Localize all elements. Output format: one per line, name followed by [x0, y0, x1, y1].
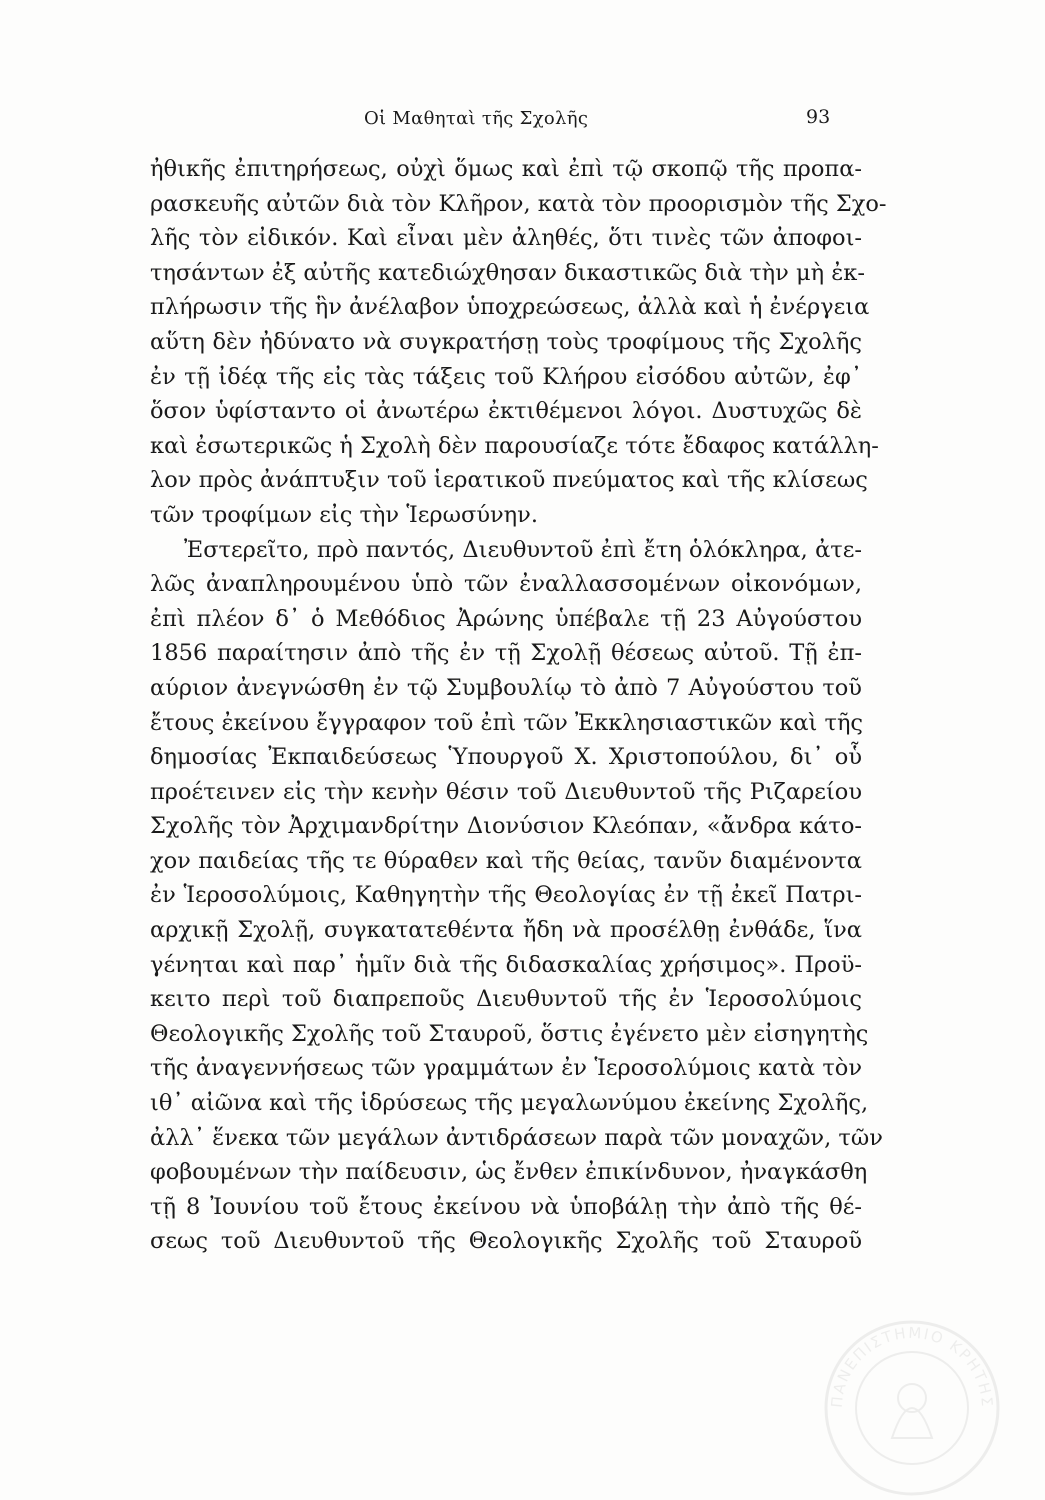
text-line: ἐπὶ πλέον δ᾽ ὁ Μεθόδιος Ἀρώνης ὑπέβαλε τῇ 23 Αὐγούστου: [150, 605, 862, 632]
text-line: κειτο περὶ τοῦ διαπρεποῦς Διευθυντοῦ τῆς ἐν Ἱεροσολύμοις: [150, 986, 862, 1013]
text-line: τῶν τροφίμων εἰς τὴν Ἱερωσύνην.: [150, 501, 538, 528]
text-line: φοβουμένων τὴν παίδευσιν, ὡς ἔνθεν ἐπικίνδυνον, ἠναγκάσθη: [150, 1159, 868, 1186]
text-line: δημοσίας Ἐκπαιδεύσεως Ὑπουργοῦ Χ. Χριστοπούλου, δι᾽ οὗ: [150, 744, 862, 771]
text-line: ἔτους ἐκείνου ἔγγραφον τοῦ ἐπὶ τῶν Ἐκκλησιαστικῶν καὶ τῆς: [150, 709, 864, 736]
text-line: ἐν Ἱεροσολύμοις, Καθηγητὴν τῆς Θεολογίας ἐν τῇ ἐκεῖ Πατρι-: [150, 882, 862, 909]
text-line: 1856 παραίτησιν ἀπὸ τῆς ἐν τῇ Σχολῇ θέσεως αὐτοῦ. Τῇ ἐπ-: [150, 640, 862, 667]
text-line: λῆς τὸν εἰδικόν. Καὶ εἶναι μὲν ἀληθές, ὅτι τινὲς τῶν ἀποφοι-: [150, 225, 862, 252]
body-text: [150, 152, 887, 1259]
text-line: ἠθικῆς ἐπιτηρήσεως, οὐχὶ ὅμως καὶ ἐπὶ τῷ σκοπῷ τῆς προπα-: [150, 156, 862, 182]
text-line: ἐν τῇ ἰδέᾳ τῆς εἰς τὰς τάξεις τοῦ Κλήρου εἰσόδου αὐτῶν, ἐφ᾽: [150, 363, 862, 390]
running-title: Οἱ Μαθηταὶ τῆς Σχολῆς: [364, 108, 589, 129]
text-line: τησάντων ἐξ αὐτῆς κατεδιώχθησαν δικαστικῶς διὰ τὴν μὴ ἐκ-: [150, 259, 865, 286]
page-number: 93: [806, 106, 831, 128]
text-line: τῇ 8 Ἰουνίου τοῦ ἔτους ἐκείνου νὰ ὑποβάλῃ τὴν ἀπὸ τῆς θέ-: [150, 1193, 862, 1220]
svg-text:ΠΑΝΕΠΙΣΤΗΜΙΟ ΚΡΗΤΗΣ: [828, 1324, 996, 1409]
text-line: ἀλλ᾽ ἕνεκα τῶν μεγάλων ἀντιδράσεων παρὰ τῶν μοναχῶν, τῶν: [150, 1124, 883, 1151]
text-line: τῆς ἀναγεννήσεως τῶν γραμμάτων ἐν Ἱεροσολύμοις κατὰ τὸν: [150, 1055, 862, 1082]
text-line: ρασκευῆς αὐτῶν διὰ τὸν Κλῆρον, κατὰ τὸν προορισμὸν τῆς Σχο-: [150, 190, 887, 217]
text-line: ιθ᾽ αἰῶνα καὶ τῆς ἱδρύσεως τῆς μεγαλωνύμου ἐκείνης Σχολῆς,: [150, 1090, 869, 1117]
text-line: ὅσον ὑφίσταντο οἱ ἀνωτέρω ἐκτιθέμενοι λόγοι. Δυστυχῶς δὲ: [150, 398, 862, 425]
text-line: καὶ ἐσωτερικῶς ἡ Σχολὴ δὲν παρουσίαζε τότε ἔδαφος κατάλλη-: [150, 432, 879, 459]
paragraph-start-line: Ἐστερεῖτο, πρὸ παντός, Διευθυντοῦ ἐπὶ ἔτη ὁλόκληρα, ἀτε-: [184, 536, 862, 563]
text-line: προέτεινεν εἰς τὴν κενὴν θέσιν τοῦ Διευθυντοῦ τῆς Ριζαρείου: [150, 778, 862, 805]
text-line: πλήρωσιν τῆς ἣν ἀνέλαβον ὑποχρεώσεως, ἀλλὰ καὶ ἡ ἐνέργεια: [150, 294, 870, 321]
text-line: Θεολογικῆς Σχολῆς τοῦ Σταυροῦ, ὅστις ἐγένετο μὲν εἰσηγητὴς: [150, 1020, 869, 1047]
text-line: σεως τοῦ Διευθυντοῦ τῆς Θεολογικῆς Σχολῆς τοῦ Σταυροῦ: [150, 1228, 862, 1255]
text-line: χον παιδείας τῆς τε θύραθεν καὶ τῆς θείας, τανῦν διαμένοντα: [150, 847, 862, 874]
text-line: αύριον ἀνεγνώσθη ἐν τῷ Συμβουλίῳ τὸ ἀπὸ 7 Αὐγούστου τοῦ: [150, 674, 862, 701]
university-seal-watermark: [822, 1318, 1002, 1498]
seal-text: ΠΑΝΕΠΙΣΤΗΜΙΟ ΚΡΗΤΗΣ: [827, 1323, 997, 1409]
text-line: γένηται καὶ παρ᾽ ἡμῖν διὰ τῆς διδασκαλίας χρήσιμος». Προϋ-: [150, 951, 862, 978]
text-line: Σχολῆς τὸν Ἀρχιμανδρίτην Διονύσιον Κλεόπαν, «ἄνδρα κάτο-: [150, 813, 862, 840]
text-line: αὕτη δὲν ἠδύνατο νὰ συγκρατήσῃ τοὺς τροφίμους τῆς Σχολῆς: [150, 328, 862, 355]
text-line: λῶς ἀναπληρουμένου ὑπὸ τῶν ἐναλλασσομένων οἰκονόμων,: [150, 571, 862, 598]
text-line: αρχικῇ Σχολῇ, συγκατατεθέντα ἤδη νὰ προσέλθῃ ἐνθάδε, ἵνα: [150, 917, 862, 944]
text-line: λον πρὸς ἀνάπτυξιν τοῦ ἱερατικοῦ πνεύματος καὶ τῆς κλίσεως: [150, 467, 868, 494]
